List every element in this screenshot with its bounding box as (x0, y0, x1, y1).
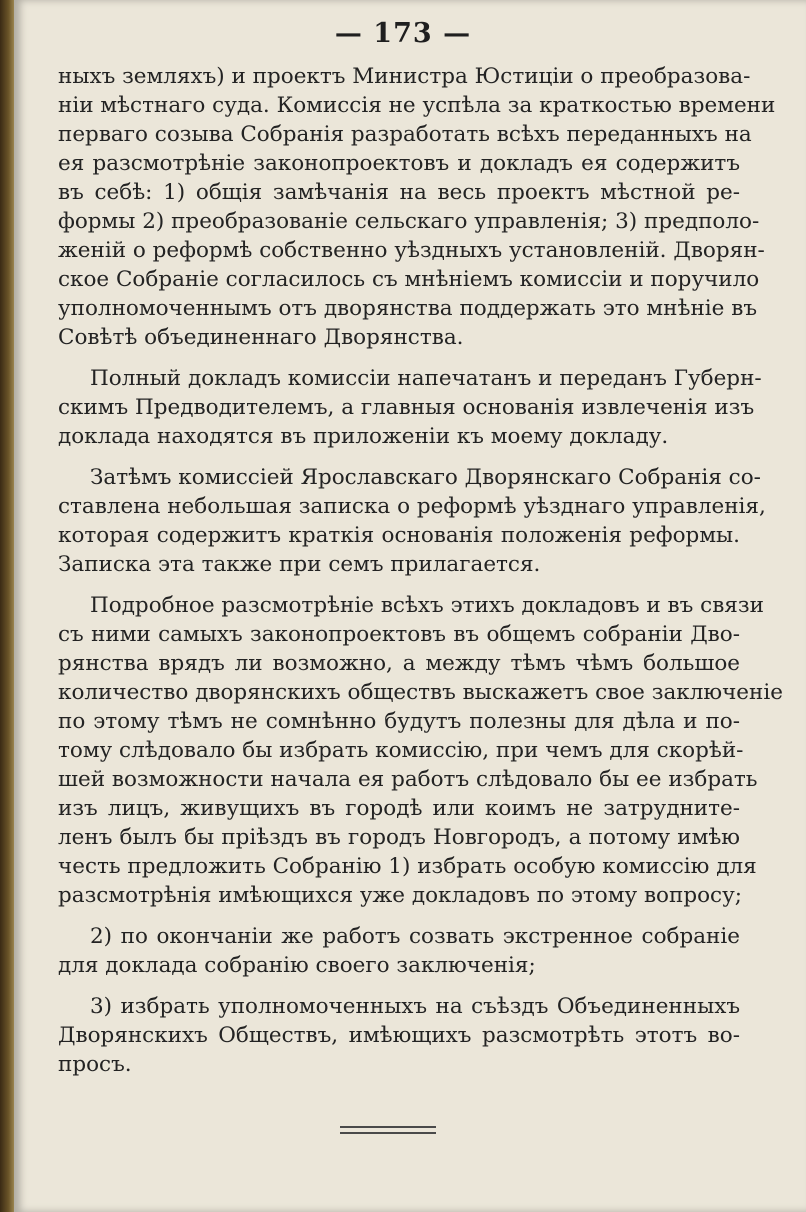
paragraph-2 (58, 364, 762, 451)
body-text (58, 62, 783, 1079)
text-line: въ себѣ: 1) общія замѣчанія на весь проектъ мѣстной ре- (58, 180, 740, 205)
divider-line (340, 1132, 436, 1134)
text-line: 3) избрать уполномоченныхъ на съѣздъ Объединенныхъ (90, 994, 740, 1019)
text-line: честь предложить Собранію 1) избрать особую комиссію для (58, 854, 757, 879)
text-line: которая содержитъ краткія основанія положенія реформы. (58, 523, 740, 548)
text-line: ставлена небольшая записка о реформѣ уѣзднаго управленія, (58, 494, 766, 519)
text-line: Затѣмъ комиссіей Ярославскаго Дворянскаго Собранія со- (90, 465, 761, 490)
text-line: Совѣтѣ объединеннаго Дворянства. (58, 325, 464, 350)
text-line: шей возможности начала ея работъ слѣдовало бы ее избрать (58, 767, 758, 792)
paragraph-4 (58, 591, 783, 910)
paragraph-5 (58, 922, 740, 980)
text-line: ея разсмотрѣніе законопроектовъ и докладъ ея содержитъ (58, 151, 740, 176)
text-line: 2) по окончаніи же работъ созвать экстренное собраніе (90, 924, 740, 949)
text-line: Дворянскихъ Обществъ, имѣющихъ разсмотрѣть этотъ во- (58, 1023, 740, 1048)
text-line: Полный докладъ комиссіи напечатанъ и переданъ Губерн- (90, 366, 762, 391)
text-line: ныхъ земляхъ) и проектъ Министра Юстиціи о преобразова- (58, 64, 751, 89)
text-line: Подробное разсмотрѣніе всѣхъ этихъ докладовъ и въ связи (90, 593, 764, 618)
text-line: уполномоченнымъ отъ дворянства поддержать это мнѣніе въ (58, 296, 758, 321)
text-line: количество дворянскихъ обществъ выскажетъ свое заключеніе (58, 680, 783, 705)
text-line: доклада находятся въ приложеніи къ моему докладу. (58, 424, 669, 449)
text-line: изъ лицъ, живущихъ въ городѣ или коимъ не затрудните- (58, 796, 740, 821)
paragraph-1 (58, 62, 776, 352)
text-line: женій о реформѣ собственно уѣздныхъ установленій. Дворян- (58, 238, 765, 263)
divider-line (340, 1126, 436, 1128)
page-number: — 173 — (334, 18, 472, 49)
text-line: тому слѣдовало бы избрать комиссію, при чемъ для скорѣй- (58, 738, 744, 763)
text-line: по этому тѣмъ не сомнѣнно будутъ полезны для дѣла и по- (58, 709, 740, 734)
text-line: скимъ Предводителемъ, а главныя основанія извлеченія изъ (58, 395, 755, 420)
text-line: просъ. (58, 1052, 132, 1077)
paragraph-6 (58, 992, 740, 1079)
text-line: для доклада собранію своего заключенія; (58, 953, 536, 978)
text-line: перваго созыва Собранія разработать всѣхъ переданныхъ на (58, 122, 752, 147)
text-line: Записка эта также при семъ прилагается. (58, 552, 541, 577)
text-line: разсмотрѣнія имѣющихся уже докладовъ по этому вопросу; (58, 883, 742, 908)
text-line: ніи мѣстнаго суда. Комиссія не успѣла за краткостью времени (58, 93, 776, 118)
text-line: формы 2) преобразованіе сельскаго управленія; 3) предполо- (58, 209, 760, 234)
text-line: ское Собраніе согласилось съ мнѣніемъ комиссіи и поручило (58, 267, 760, 292)
book-spine-edge (0, 0, 14, 1212)
paragraph-3 (58, 463, 766, 579)
text-line: ленъ былъ бы пріѣздъ въ городъ Новгородъ, а потому имѣю (58, 825, 740, 850)
text-line: съ ними самыхъ законопроектовъ въ общемъ собраніи Дво- (58, 622, 740, 647)
end-divider (340, 1126, 436, 1138)
text-line: рянства врядъ ли возможно, а между тѣмъ чѣмъ большое (58, 651, 740, 676)
